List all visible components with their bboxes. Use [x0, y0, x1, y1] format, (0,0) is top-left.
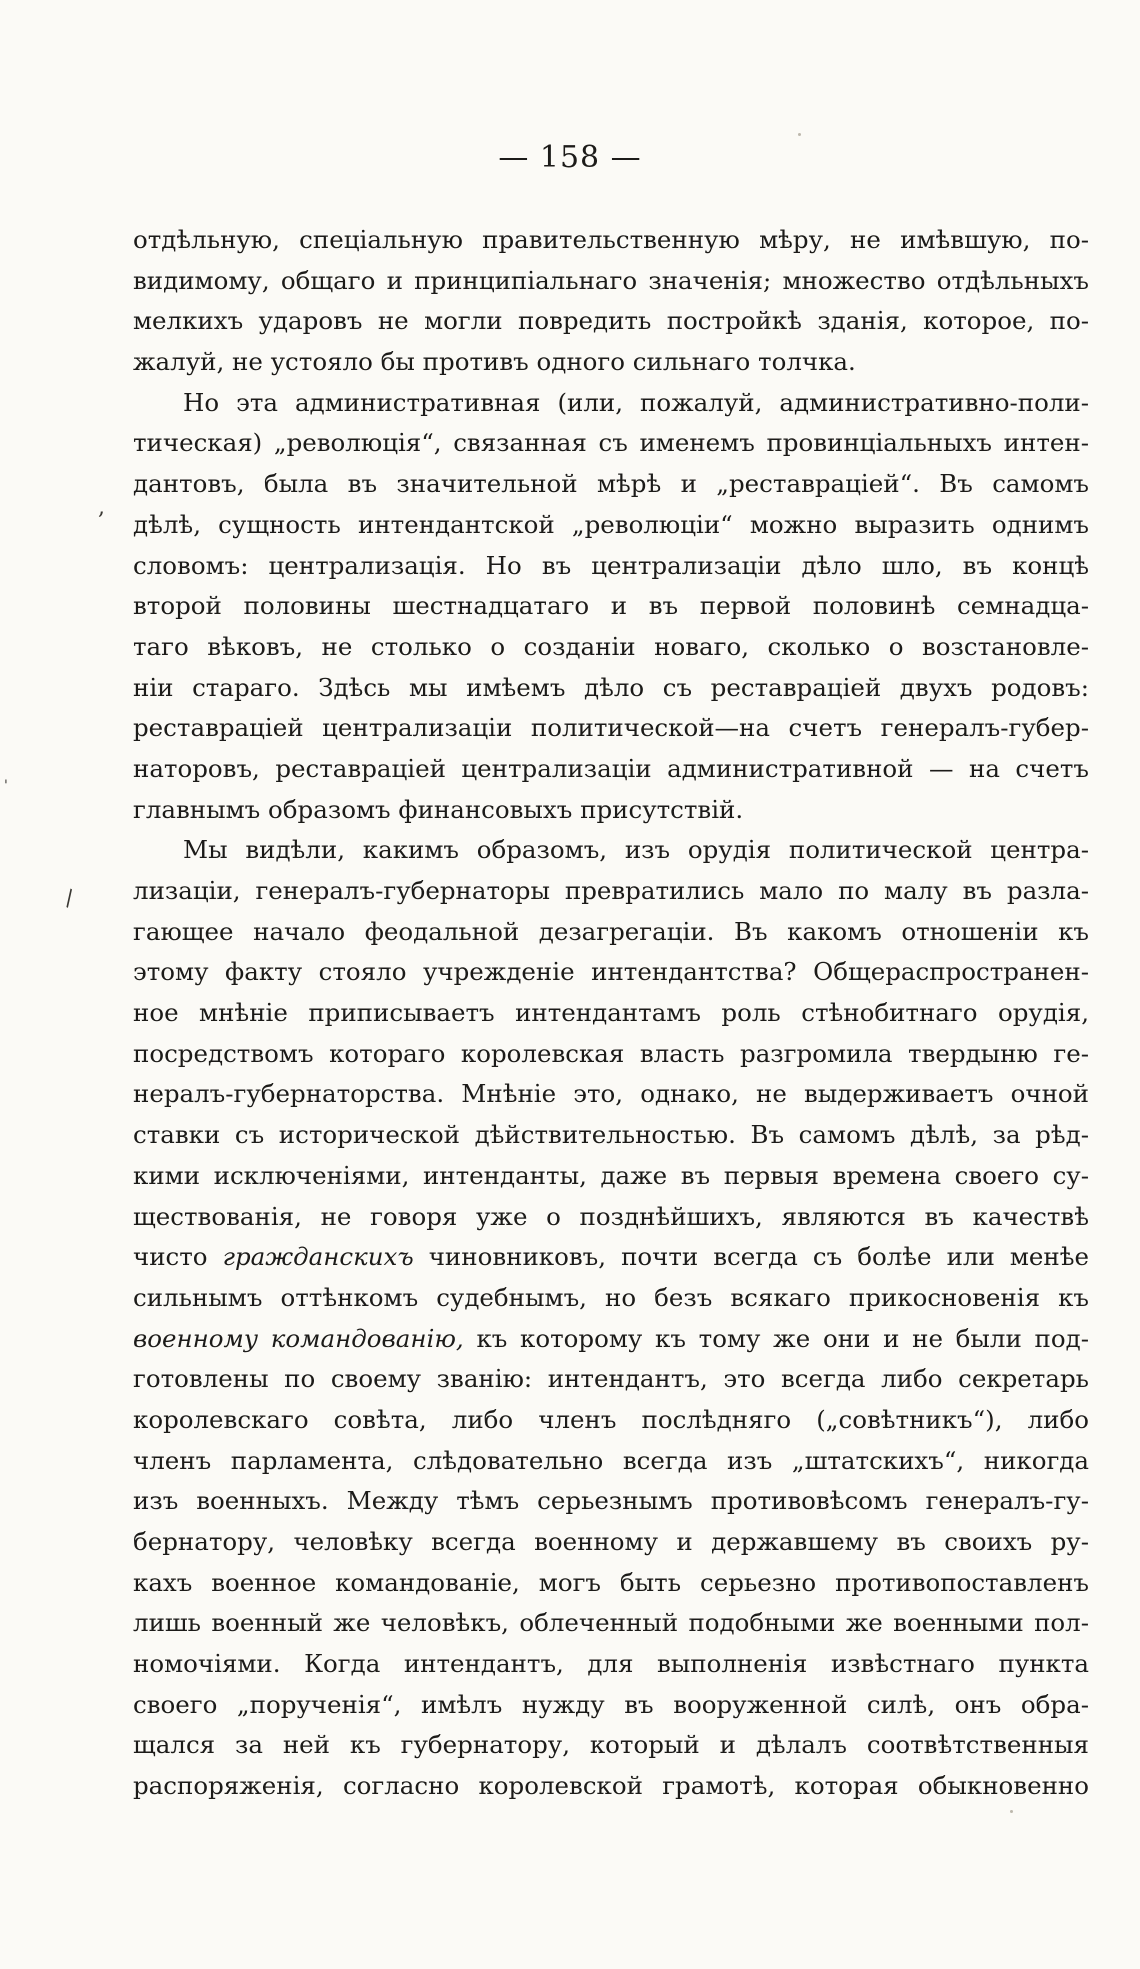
text-line: отдѣльную, спеціальную правительственную мѣру, не имѣвшую, по-	[133, 225, 1089, 254]
text-line: дѣлѣ, сущность интендантской „революціи“ можно выразить однимъ	[133, 509, 1089, 539]
text-line: кахъ военное командованіе, могъ быть серьезно противопоставленъ	[133, 1567, 1089, 1597]
text-line: словомъ: централизація. Но въ централизаціи дѣло шло, въ концѣ	[133, 550, 1089, 580]
text-line: тическая) „революція“, связанная съ именемъ провинціальныхъ интен-	[133, 428, 1089, 458]
text-fragment: чиновниковъ, почти всегда съ болѣе или менѣе	[428, 1242, 1089, 1272]
text-line: бернатору, человѣку всегда военному и державшему въ своихъ ру-	[133, 1527, 1089, 1556]
text-line: королевскаго совѣта, либо членъ послѣдняго („совѣтникъ“), либо	[133, 1404, 1089, 1434]
text-line: гающее начало феодальной дезагрегаціи. Въ какомъ отношеніи къ	[133, 916, 1089, 946]
paragraph-start-line: Но эта административная (или, пожалуй, административно-поли-	[183, 387, 1089, 417]
text-line: второй половины шестнадцатаго и въ первой половинѣ семнадца-	[133, 591, 1089, 621]
text-line: лизаціи, генералъ-губернаторы превратились мало по малу въ разла-	[133, 876, 1089, 905]
text-line: нералъ-губернаторства. Мнѣніе это, однако, не выдерживаетъ очной	[133, 1079, 1089, 1109]
text-fragment: къ которому къ тому же они и не были под-	[476, 1323, 1089, 1353]
text-line: ніи стараго. Здѣсь мы имѣемъ дѣло съ реставраціей двухъ родовъ:	[133, 672, 1089, 702]
text-line: ставки съ исторической дѣйствительностью. Въ самомъ дѣлѣ, за рѣд-	[133, 1120, 1089, 1150]
text-line: щался за ней къ губернатору, который и дѣлалъ соотвѣтственныя	[133, 1730, 1089, 1760]
text-line: дантовъ, была въ значительной мѣрѣ и „реставраціей“. Въ самомъ	[133, 469, 1089, 499]
text-line: кими исключеніями, интенданты, даже въ первыя времена своего су-	[133, 1160, 1089, 1190]
text-line: посредствомъ котораго королевская власть разгромила твердыню ге-	[133, 1038, 1089, 1068]
text-line: лишь военный же человѣкъ, облеченный подобными же военными пол-	[133, 1608, 1089, 1638]
margin-mark: \	[59, 885, 79, 912]
paper-speck	[1010, 1810, 1013, 1813]
text-line: распоряженія, согласно королевской грамотѣ, которая обыкновенно	[133, 1771, 1089, 1801]
text-line: ное мнѣніе приписываетъ интендантамъ роль стѣнобитнаго орудія,	[133, 998, 1089, 1028]
text-line: готовлены по своему званію: интендантъ, это всегда либо секретарь	[133, 1364, 1089, 1394]
text-line: ществованія, не говоря уже о позднѣйшихъ, являются въ качествѣ	[133, 1201, 1089, 1231]
text-line: номочіями. Когда интендантъ, для выполненія извѣстнаго пункта	[133, 1649, 1089, 1679]
text-line: наторовъ, реставраціей централизаціи административной — на счетъ	[133, 753, 1089, 783]
italic-emphasis: гражданскихъ	[222, 1242, 414, 1272]
italic-emphasis: военному командованію,	[133, 1323, 464, 1353]
page-number: — 158 —	[498, 140, 642, 175]
text-line: этому факту стояло учрежденіе интендантства? Общераспространен-	[133, 957, 1089, 987]
body-text	[133, 220, 1089, 1807]
margin-mark: ,	[98, 495, 105, 520]
text-fragment: чисто	[133, 1242, 208, 1272]
text-line: своего „порученія“, имѣлъ нужду въ вооруженной силѣ, онъ обра-	[133, 1689, 1089, 1719]
text-line-with-emphasis	[133, 1237, 1089, 1278]
paragraph-start-line: Мы видѣли, какимъ образомъ, изъ орудія политической центра-	[183, 835, 1089, 865]
text-line: таго вѣковъ, не столько о созданіи новаго, сколько о возстановле-	[133, 631, 1089, 661]
text-line: сильнымъ оттѣнкомъ судебнымъ, но безъ всякаго прикосновенія къ	[133, 1282, 1089, 1312]
paper-speck	[798, 133, 801, 136]
text-line: видимому, общаго и принципіальнаго значенія; множество отдѣльныхъ	[133, 265, 1089, 295]
text-line: изъ военныхъ. Между тѣмъ серьезнымъ противовѣсомъ генералъ-гу-	[133, 1486, 1089, 1516]
text-line: реставраціей централизаціи политической—на счетъ генералъ-губер-	[133, 713, 1089, 743]
margin-mark: '	[4, 778, 8, 794]
paragraph-end-line: жалуй, не устояло бы противъ одного сильнаго толчка.	[133, 347, 856, 377]
text-line: членъ парламента, слѣдовательно всегда изъ „штатскихъ“, никогда	[133, 1445, 1089, 1475]
text-line-with-emphasis	[133, 1319, 1089, 1360]
text-line: мелкихъ ударовъ не могли повредить постройкѣ зданія, которое, по-	[133, 306, 1089, 336]
paragraph-end-line: главнымъ образомъ финансовыхъ присутствій.	[133, 794, 744, 824]
